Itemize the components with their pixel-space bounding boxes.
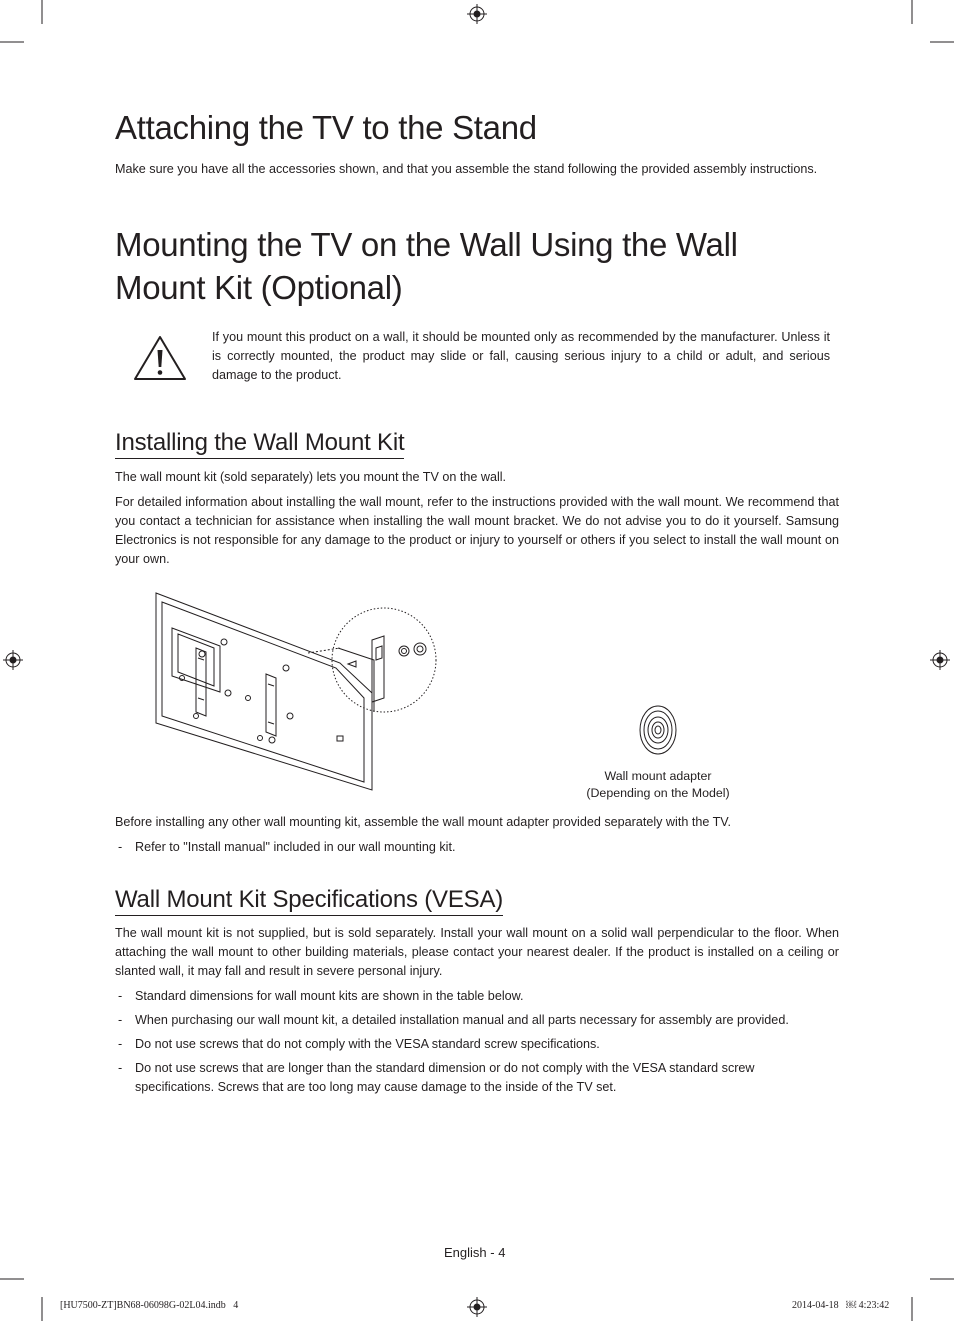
- section-title-wall-mount-line2: Mount Kit (Optional): [115, 269, 403, 306]
- stand-body-text: Make sure you have all the accessories shown, and that you assemble the stand following the provided assembly instructions.: [115, 162, 818, 176]
- bullet-dash: -: [118, 989, 123, 1003]
- section-title-wall-mount-line1: Mounting the TV on the Wall Using the Wall: [115, 226, 738, 263]
- list-item-text: Do not use screws that are longer than the standard dimension or do not comply with the VESA standard screw specifications. Screws that are too long may cause damage to the inside of the TV set.: [135, 1061, 755, 1094]
- list-item: [115, 838, 839, 857]
- vesa-para1: The wall mount kit is not supplied, but is sold separately. Install your wall mount on a solid wall perpendicular to the floor. When attaching the wall mount to other building materials, please contact your nearest dealer. If the product is installed on a ceiling or slanted wall, it may fall and result in severe personal injury.: [115, 926, 839, 978]
- installing-bullet-list: [115, 838, 839, 857]
- installing-para1: The wall mount kit (sold separately) lets you mount the TV on the wall.: [115, 470, 507, 484]
- registration-mark-icon: [930, 650, 950, 670]
- wall-mount-illustration: [150, 588, 450, 798]
- heading-vesa-specifications: Wall Mount Kit Specifications (VESA): [115, 885, 503, 916]
- bullet-dash: -: [118, 1013, 123, 1027]
- list-item-text: Refer to "Install manual" included in our wall mounting kit.: [135, 840, 456, 854]
- bullet-dash: -: [118, 840, 123, 854]
- wall-mount-adapter-icon: [638, 704, 678, 756]
- page-number: English - 4: [444, 1245, 506, 1260]
- adapter-caption-line1: Wall mount adapter: [604, 769, 712, 783]
- registration-mark-icon: [3, 650, 23, 670]
- bullet-dash: -: [118, 1061, 123, 1075]
- list-item: [115, 1011, 839, 1030]
- print-slug-right: 2014-04-18 ￼ 4:23:42: [792, 1300, 890, 1311]
- section-title-stand: Attaching the TV to the Stand: [115, 109, 537, 146]
- list-item-text: Do not use screws that do not comply with the VESA standard screw specifications.: [135, 1037, 600, 1051]
- list-item-text: When purchasing our wall mount kit, a detailed installation manual and all parts necessary for assembly are provided.: [135, 1013, 789, 1027]
- list-item: [115, 1059, 785, 1097]
- registration-mark-icon: [467, 1297, 487, 1317]
- list-item-text: Standard dimensions for wall mount kits are shown in the table below.: [135, 989, 524, 1003]
- warning-triangle-icon: [132, 334, 188, 382]
- installing-para3: Before installing any other wall mounting kit, assemble the wall mount adapter provided separately with the TV.: [115, 815, 732, 829]
- print-slug-left: [HU7500-ZT]BN68-06098G-02L04.indb 4: [60, 1300, 239, 1311]
- vesa-bullet-list: [115, 987, 839, 1097]
- bullet-dash: -: [118, 1037, 123, 1051]
- installing-para2: For detailed information about installing the wall mount, refer to the instructions provided with the wall mount. We recommend that you contact a technician for assistance when installing the wall mount bracket. We do not advise you to do it yourself. Samsung Electronics is not responsible for any damage to the product or injury to yourself or others if you select to install the wall mount on your own.: [115, 495, 839, 566]
- list-item: [115, 1035, 839, 1054]
- heading-installing-wall-mount-kit: Installing the Wall Mount Kit: [115, 428, 404, 459]
- warning-text: If you mount this product on a wall, it should be mounted only as recommended by the manufacturer. Unless it is correctly mounted, the product may slide or fall, causing serious injury to a child or adult, and serious damage to the product.: [212, 330, 830, 382]
- adapter-caption-line2: (Depending on the Model): [586, 786, 730, 800]
- list-item: [115, 987, 839, 1006]
- registration-mark-icon: [467, 4, 487, 24]
